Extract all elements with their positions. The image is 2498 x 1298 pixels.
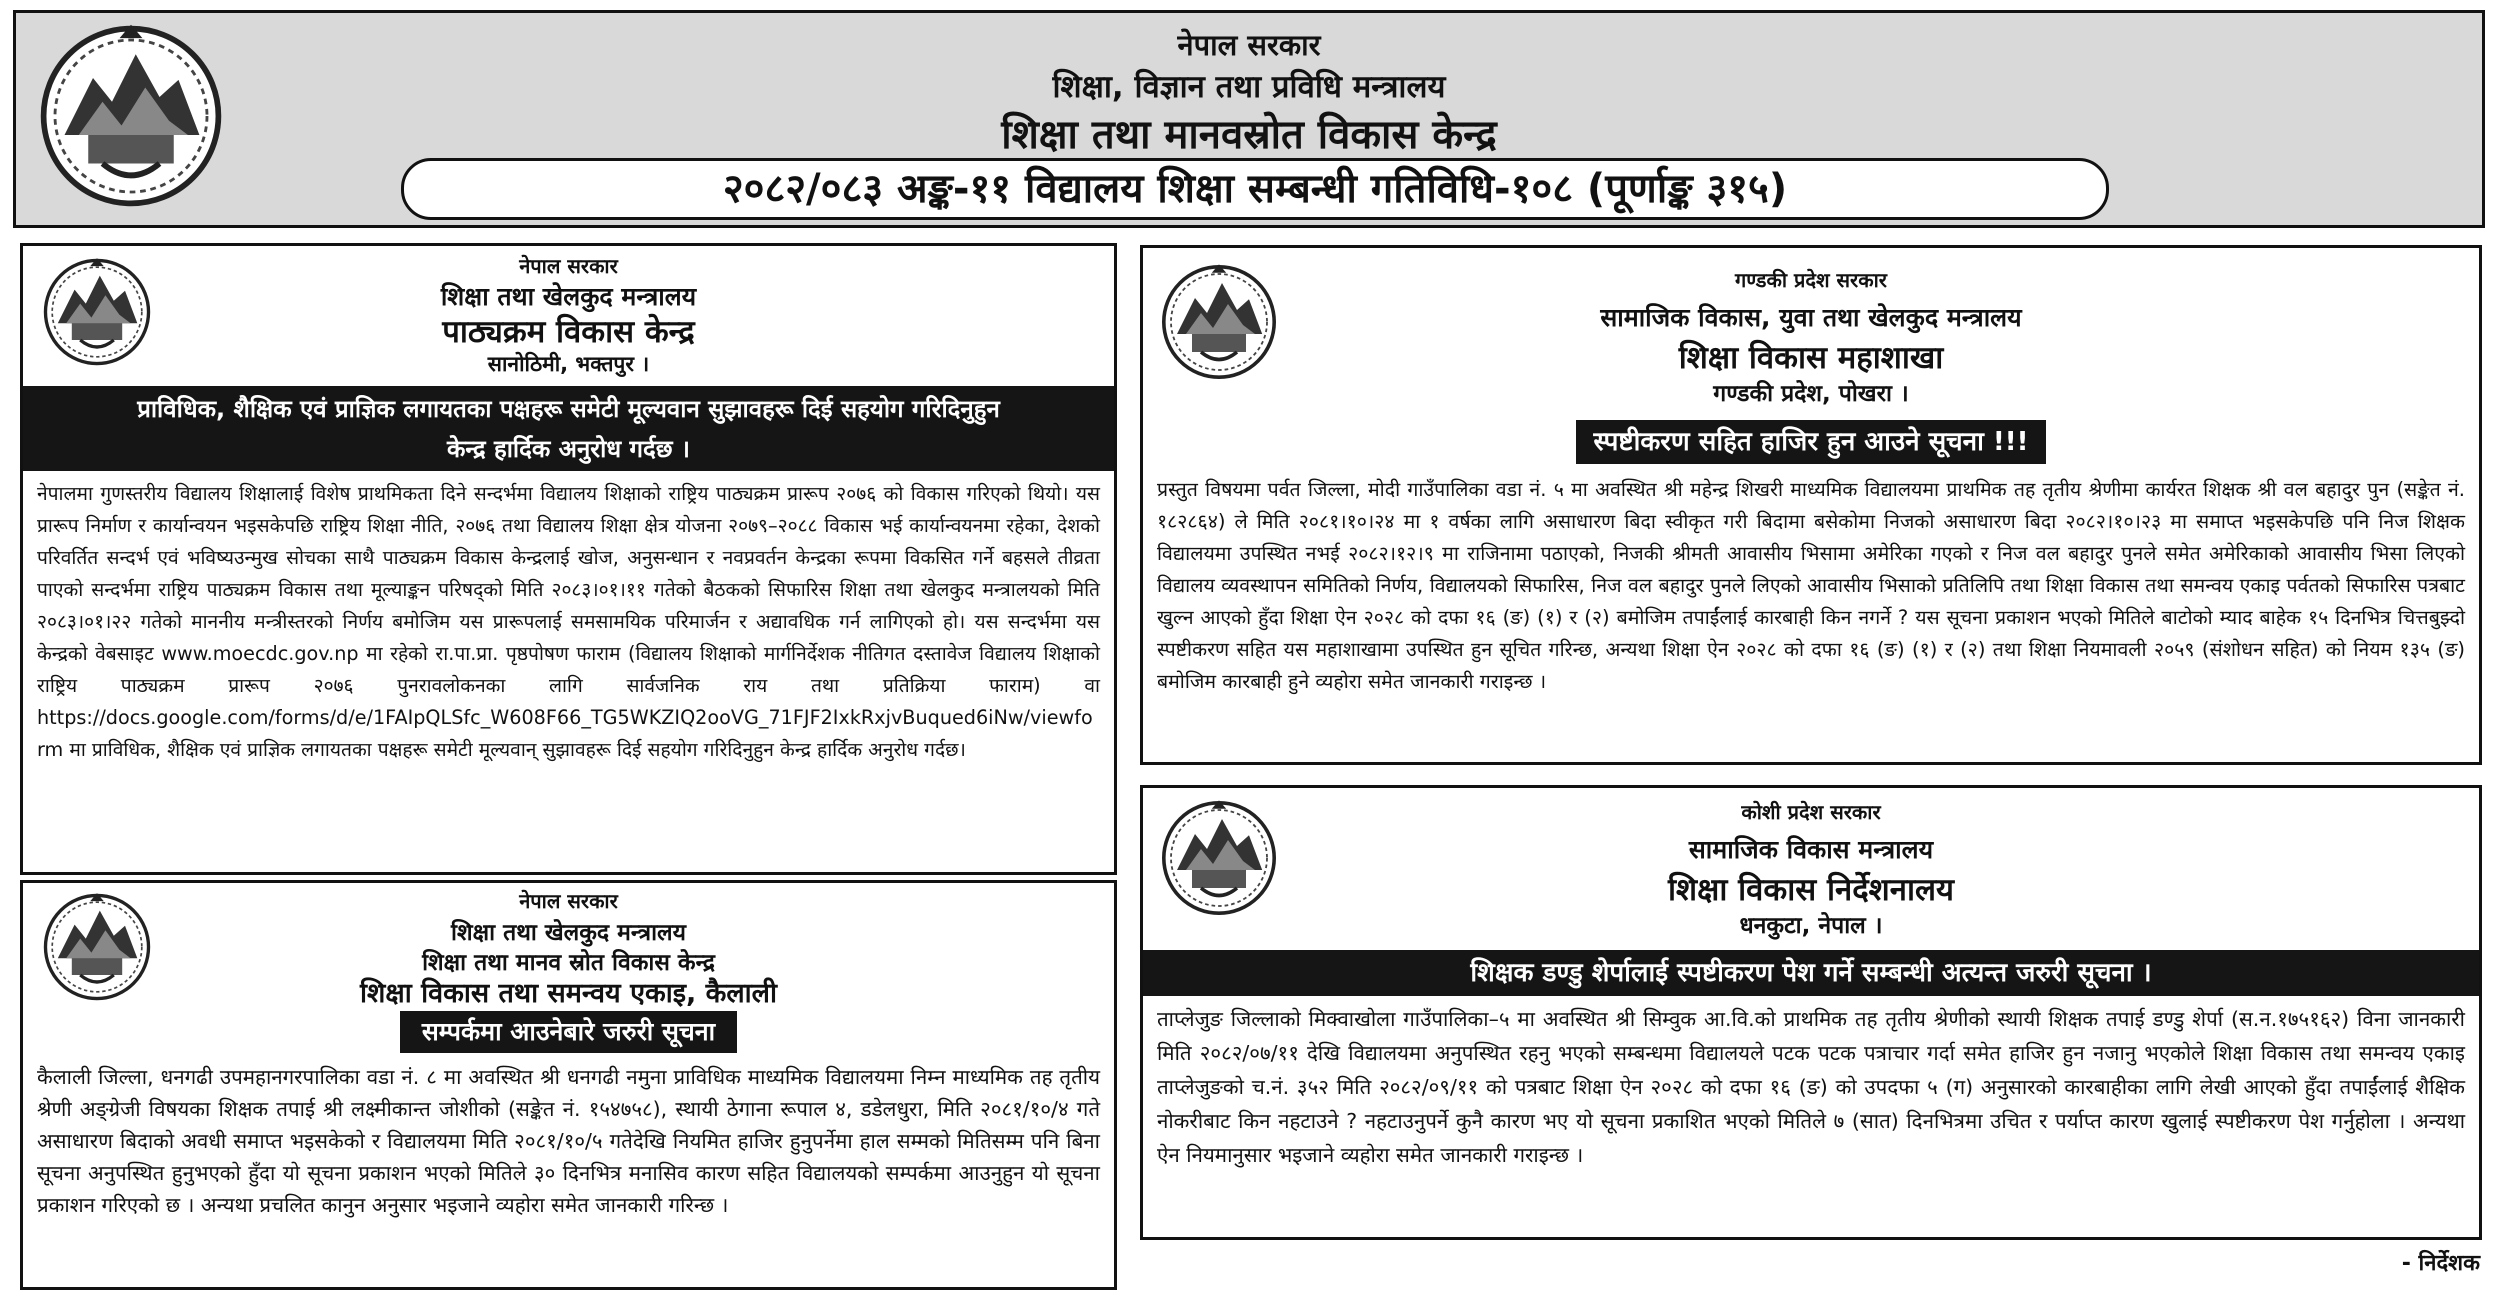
masthead-title-box [401,158,2109,220]
masthead-title: २०८२/०८३ अङ्क-११ विद्यालय शिक्षा सम्बन्धी गतिविधि-१०८ (पूर्णाङ्क ३१५) [722,166,1788,212]
kailali-government: नेपाल सरकार [519,889,618,913]
notice-cdc [20,243,1117,875]
gandaki-address: गण्डकी प्रदेश, पोखरा । [1713,381,1909,407]
kailali-unit: शिक्षा विकास तथा समन्वय एकाइ, कैलाली [360,978,777,1009]
cdc-centre: पाठ्यक्रम विकास केन्द्र [442,314,695,350]
koshi-address: धनकुटा, नेपाल । [1739,913,1883,939]
cdc-ministry: शिक्षा तथा खेलकुद मन्त्रालय [440,282,697,311]
notice-kailali [20,880,1117,1290]
koshi-ministry: सामाजिक विकास मन्त्रालय [1688,835,1934,864]
koshi-body: ताप्लेजुङ जिल्लाको मिक्वाखोला गाउँपालिका–५ मा अवस्थित श्री सिम्वुक आ.वि.को प्राथमिक तह तृतीय श्रेणीको स्थायी शिक्षक तपाई डण्डु शेर्पा (स.न.१७५१६२) विना जानकारी मिति २०८२/०७/११ देखि विद्यालयमा अनुपस्थित रहनु भएको सम्बन्धमा विद्यालयले पटक पटक पत्राचार गर्दा समेत हाजिर हुन नजानु भएकोले शिक्षा विकास तथा समन्वय एकाइ ताप्लेजुङको च.नं. ३५२ मिति २०८२/०९/११ को पत्रबाट शिक्षा ऐन २०२८ को दफा १६ (ङ) को उपदफा ५ (ग) अनुसारको कारबाहीका लागि लेखी आएको हुँदा तपाईंलाई शैक्षिक नोकरीबाट किन नहटाउने ? नहटाउनुपर्ने कुनै कारण भए यो सूचना प्रकाशित भएको मितिले ७ (सात) दिनभित्रमा उचित र पर्याप्त कारण खुलाई स्पष्टीकरण पेश गर्नुहोला । अन्यथा ऐन नियमानुसार भइजाने व्यहोरा समेत जानकारी गराइन्छ । [1157,1007,2465,1167]
gandaki-ministry: सामाजिक विकास, युवा तथा खेलकुद मन्त्रालय [1600,303,2022,332]
notice-gandaki [1140,245,2482,765]
cdc-government: नेपाल सरकार [519,254,618,278]
gandaki-banner-wrap [1143,420,2479,464]
cdc-address: सानोठिमी, भक्तपुर । [487,352,650,376]
cdc-banner: प्राविधिक, शैक्षिक एवं प्राज्ञिक लगायतका पक्षहरू समेटी मूल्यवान सुझावहरू दिई सहयोग गरिदिनुहुन केन्द्र हार्दिक अनुरोध गर्दछ । [23,386,1114,471]
masthead [13,10,2485,228]
kailali-ministry: शिक्षा तथा खेलकुद मन्त्रालय [451,920,686,946]
cdc-body: नेपालमा गुणस्तरीय विद्यालय शिक्षालाई विशेष प्राथमिकता दिने सन्दर्भमा विद्यालय शिक्षाको राष्ट्रिय पाठ्यक्रम प्रारूप २०७६ को विकास गरिएको थियो। यस प्रारूप निर्माण र कार्यान्वयन भइसकेपछि राष्ट्रिय शिक्षा नीति, २०७६ तथा विद्यालय शिक्षा क्षेत्र योजना २०७९–२०८८ विकास भई कार्यान्वयनमा रहेका, देशको परिवर्तित सन्दर्भ एवं भविष्यउन्मुख सोचका साथै पाठ्यक्रम विकास केन्द्रलाई खोज, अनुसन्धान र नवप्रवर्तन केन्द्रका रूपमा विकसित गर्ने बहसले तीव्रता पाएको सन्दर्भमा राष्ट्रिय पाठ्यक्रम विकास तथा मूल्याङ्कन परिषद्को मिति २०८३।०१।११ गतेको बैठकको सिफारिस शिक्षा तथा खेलकुद मन्त्रालयको मिति २०८३।०१।२२ गतेको माननीय मन्त्रीस्तरको निर्णय बमोजिम यस प्रारूपलाई समसामयिक परिमार्जन र अद्यावधिक गर्न लागिएको हो। यस सन्दर्भमा यस केन्द्रको वेबसाइट www.moecdc.gov.np मा रहेको रा.पा.प्रा. पृष्ठपोषण फाराम (विद्यालय शिक्षाको मार्गनिर्देशक नीतिगत दस्तावेज विद्यालय शिक्षाको राष्ट्रिय पाठ्यक्रम प्रारूप २०७६ पुनरावलोकनका लागि सार्वजनिक राय तथा प्रतिक्रिया फाराम) वा https://docs.google.com/forms/d/e/1FAIpQLSfc_W608F66_TG5WKZIQ2ooVG_71FJF2IxkRxjvBuqued6iNw/viewform मा प्राविधिक, शैक्षिक एवं प्राज्ञिक लगायतका पक्षहरू समेटी मूल्यवान् सुझावहरू दिई सहयोग गरिदिनुहुन केन्द्र हार्दिक अनुरोध गर्दछ। [37,482,1100,761]
koshi-government: कोशी प्रदेश सरकार [1741,800,1881,824]
gandaki-division: शिक्षा विकास महाशाखा [1678,340,1944,376]
koshi-banner: शिक्षक डण्डु शेर्पालाई स्पष्टीकरण पेश गर्ने सम्बन्धी अत्यन्त जरुरी सूचना । [1143,950,2479,996]
kailali-banner-wrap [23,1011,1114,1053]
gandaki-government: गण्डकी प्रदेश सरकार [1735,268,1887,292]
notice-koshi [1140,785,2482,1240]
koshi-directorate: शिक्षा विकास निर्देशनालय [1667,872,1954,908]
masthead-government: नेपाल सरकार [1177,28,1321,62]
kailali-body: कैलाली जिल्ला, धनगढी उपमहानगरपालिका वडा नं. ८ मा अवस्थित श्री धनगढी नमुना प्राविधिक माध्यमिक विद्यालयमा निम्न माध्यमिक तह तृतीय श्रेणी अङ्ग्रेजी विषयका शिक्षक तपाई श्री लक्ष्मीकान्त जोशीको (सङ्केत नं. १५४७५८), स्थायी ठेगाना रूपाल ४, डडेलधुरा, मिति २०८१/१०/४ गते असाधारण बिदाको अवधी समाप्त भइसकेको र विद्यालयमा मिति २०८१/१०/५ गतेदेखि नियमित हाजिर हुनुपर्नेमा हाल सम्मको मितिसम्म पनि बिना सूचना अनुपस्थित हुनुभएको हुँदा यो सूचना प्रकाशन भएको मितिले ३० दिनभित्र मनासिव कारण सहित विद्यालयको सम्पर्कमा आउनुहुन यो सूचना प्रकाशन गरिएको छ । अन्यथा प्रचलित कानुन अनुसार भइजाने व्यहोरा समेत जानकारी गरिन्छ । [37,1065,1100,1217]
masthead-ministry: शिक्षा, विज्ञान तथा प्रविधि मन्त्रालय [1052,69,1446,105]
gandaki-body: प्रस्तुत विषयमा पर्वत जिल्ला, मोदी गाउँपालिका वडा नं. ५ मा अवस्थित श्री महेन्द्र शिखरी माध्यमिक विद्यालयमा प्राथमिक तह तृतीय श्रेणीमा कार्यरत शिक्षक श्री वल बहादुर पुन (सङ्केत नं. १८२८६४) ले मिति २०८१।१०।२४ मा १ वर्षका लागि असाधारण बिदा स्वीकृत गरी बिदामा बसेकोमा निजको असाधारण बिदा २०८२।१०।२३ मा समाप्त भइसकेपछि पनि निज शिक्षक विद्यालयमा उपस्थित नभई २०८२।१२।९ मा राजिनामा पठाएको, निजकी श्रीमती आवासीय भिसामा अमेरिका गएको र निज वल बहादुर पुनले समेत अमेरिकाको आवासीय भिसा लिएको विद्यालय व्यवस्थापन समितिको निर्णय, विद्यालयको सिफारिस, निज वल बहादुर पुनले लिएको आवासीय भिसाको प्रतिलिपि तथा शिक्षा विकास तथा समन्वय एकाइ पर्वतको सिफारिस पत्रबाट खुल्न आएको हुँदा शिक्षा ऐन २०२८ को दफा १६ (ङ) (१) र (२) बमोजिम तपाईंलाई कारबाही किन नगर्ने ? यस सूचना प्रकाशन भएको मितिले बाटोको म्याद बाहेक १५ दिनभित्र चित्तबुझ्दो स्पष्टीकरण सहित यस महाशाखामा उपस्थित हुन सूचित गरिन्छ, अन्यथा शिक्षा ऐन २०२८ को दफा १६ (ङ) (१) र (२) तथा शिक्षा नियमावली २०५९ (संशोधन सहित) को नियम १३५ (ङ) बमोजिम कारबाही हुने व्यहोरा समेत जानकारी गराइन्छ । [1157,478,2465,693]
kailali-banner: सम्पर्कमा आउनेबारे जरुरी सूचना [400,1011,737,1053]
gandaki-banner: स्पष्टीकरण सहित हाजिर हुन आउने सूचना !!! [1576,420,2047,464]
koshi-signature: - निर्देशक [2401,1251,2480,1276]
masthead-centre: शिक्षा तथा मानवस्रोत विकास केन्द्र [1001,112,1497,158]
kailali-centre: शिक्षा तथा मानव स्रोत विकास केन्द्र [422,950,715,976]
